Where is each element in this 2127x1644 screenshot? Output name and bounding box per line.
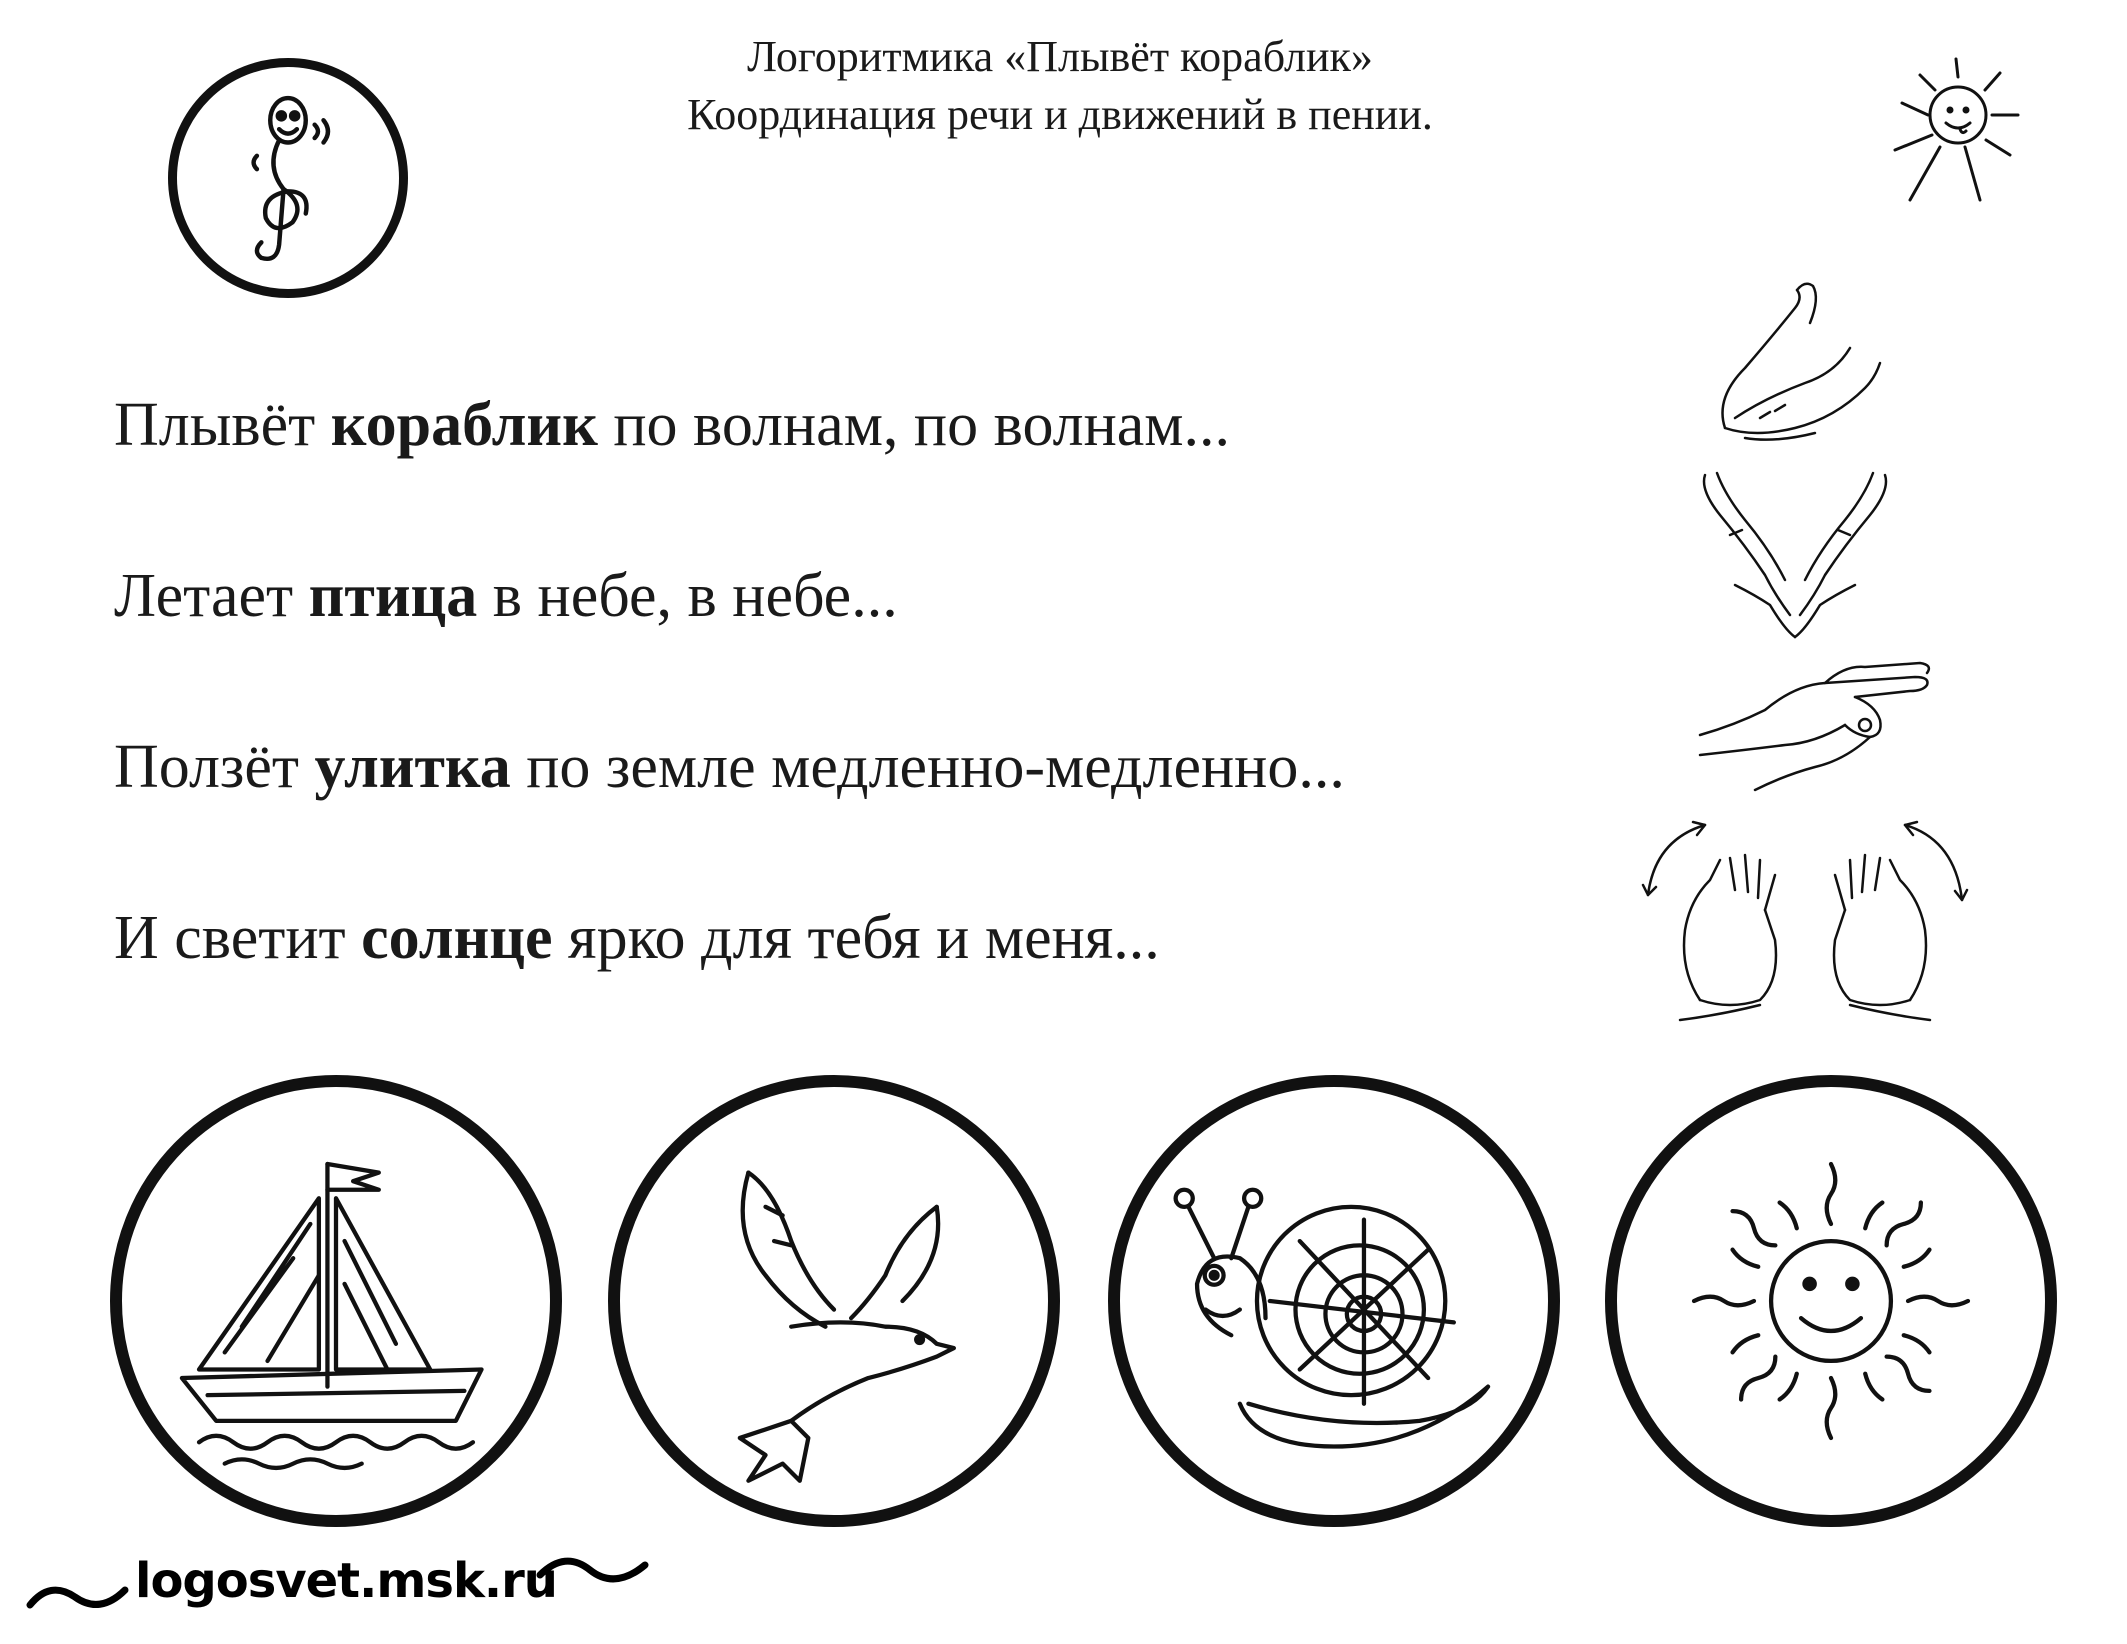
hand-snail-gesture-icon bbox=[1695, 655, 1945, 795]
page-header bbox=[560, 28, 1560, 144]
verse-keyword: улитка bbox=[314, 733, 511, 801]
sailboat-icon bbox=[110, 1075, 562, 1527]
site-footer bbox=[20, 1535, 670, 1635]
verse-keyword: кораблик bbox=[330, 391, 598, 459]
hand-bird-gesture-icon bbox=[1695, 465, 1895, 640]
verse-line-4: И светит солнце ярко для тебя и меня... bbox=[114, 904, 1160, 972]
verse-keyword: солнце bbox=[361, 904, 553, 972]
sun-icon bbox=[1605, 1075, 2057, 1527]
page-title: Логоритмика «Плывёт кораблик» bbox=[747, 32, 1373, 81]
dove-icon bbox=[608, 1075, 1060, 1527]
snail-icon bbox=[1108, 1075, 1560, 1527]
verse-line-3: Ползёт улитка по земле медленно-медленно... bbox=[114, 733, 1345, 801]
page-subtitle: Координация речи и движений в пении. bbox=[687, 90, 1433, 139]
treble-clef-character-icon bbox=[168, 58, 408, 298]
hand-wave-gesture-icon bbox=[1705, 278, 1885, 453]
verse-line-1: Плывёт кораблик по волнам, по волнам... bbox=[114, 391, 1231, 459]
site-url: logosvet.msk.ru bbox=[135, 1553, 557, 1609]
verse-line-2: Летает птица в небе, в небе... bbox=[114, 562, 898, 630]
hand-sun-gesture-icon bbox=[1640, 820, 1970, 1025]
sun-face-icon bbox=[1840, 55, 2040, 205]
verse-keyword: птица bbox=[308, 562, 478, 630]
